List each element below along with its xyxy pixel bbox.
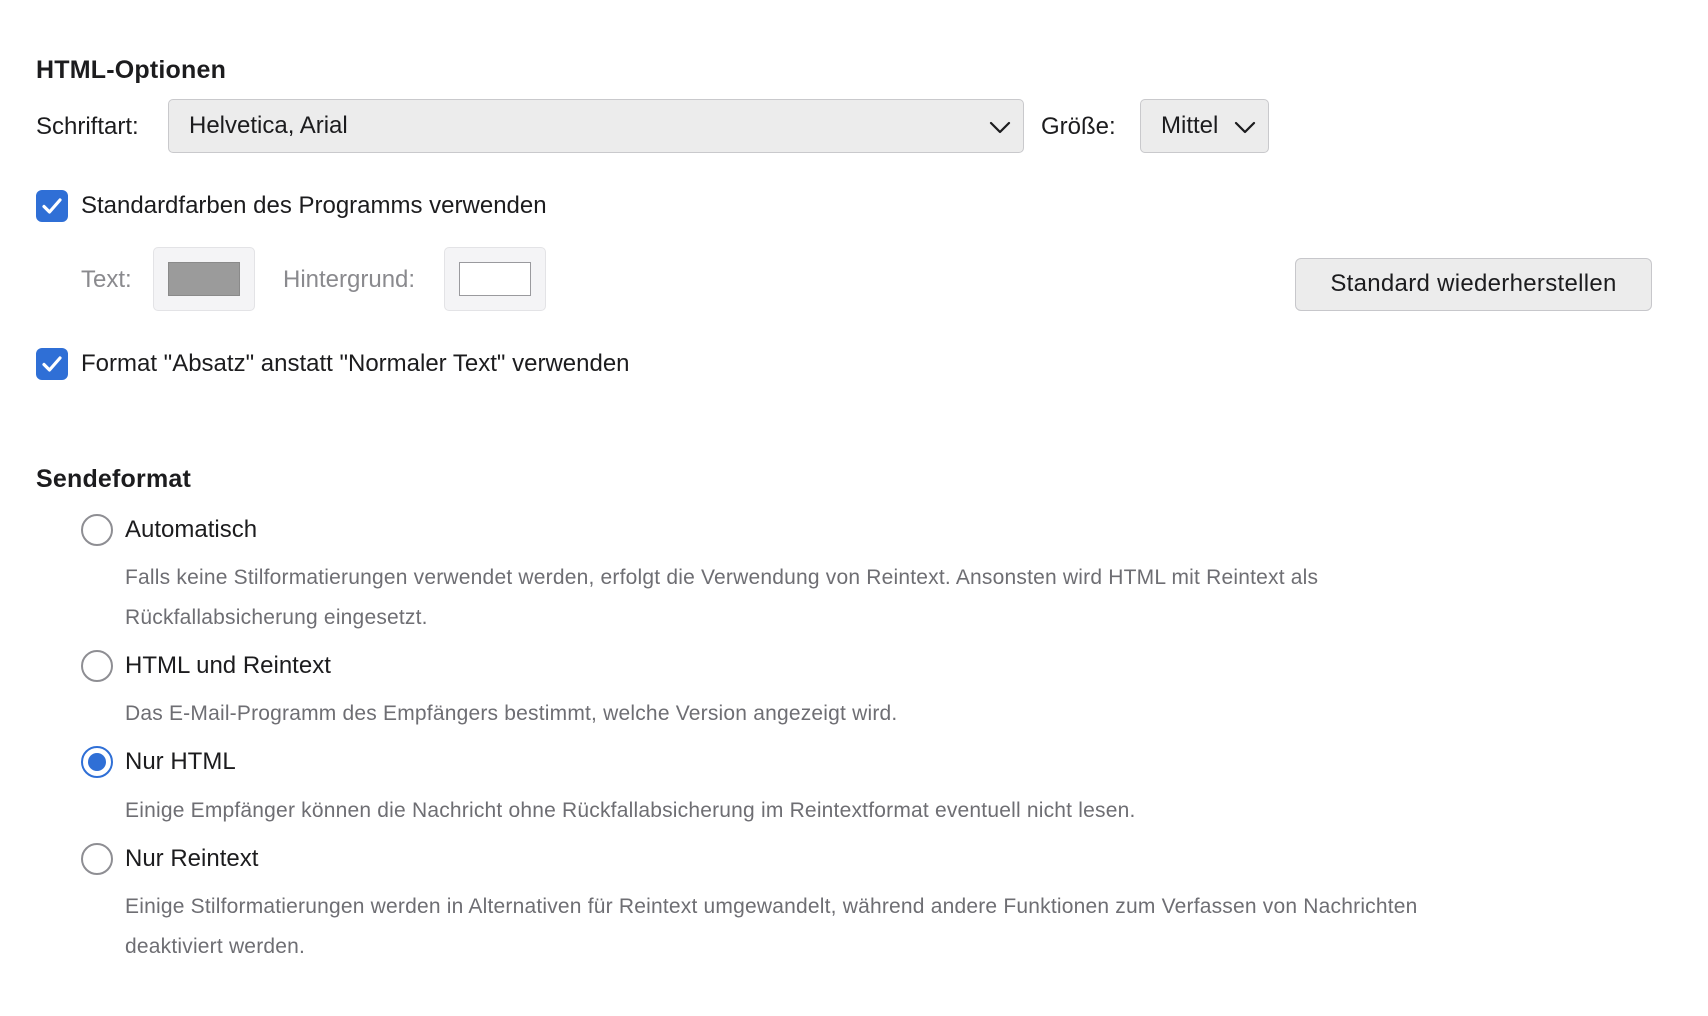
checkmark-icon <box>36 190 68 222</box>
paragraph-format-checkbox[interactable] <box>36 348 68 380</box>
radio-plaintext-only-label[interactable]: Nur Reintext <box>125 845 259 872</box>
html-options-heading: HTML-Optionen <box>36 56 227 84</box>
radio-html-only-description <box>125 791 1135 831</box>
size-select[interactable] <box>1140 99 1269 153</box>
font-select[interactable] <box>168 99 1024 153</box>
description-line: deaktiviert werden. <box>125 935 306 958</box>
chevron-down-icon <box>1234 116 1256 138</box>
radio-automatic[interactable] <box>81 514 113 546</box>
paragraph-format-label[interactable]: Format "Absatz" anstatt "Normaler Text" verwenden <box>81 350 630 377</box>
chevron-down-icon <box>989 116 1011 138</box>
radio-automatic-label[interactable]: Automatisch <box>125 516 258 543</box>
radio-html-only[interactable] <box>81 746 113 778</box>
radio-html-and-plaintext-description <box>125 694 897 734</box>
size-label: Größe: <box>1041 113 1116 140</box>
background-color-well[interactable] <box>444 247 546 311</box>
default-colors-checkbox[interactable] <box>36 190 68 222</box>
restore-defaults-button[interactable]: Standard wiederherstellen <box>1295 258 1652 311</box>
description-line: Rückfallabsicherung eingesetzt. <box>125 606 428 629</box>
checkmark-icon <box>36 348 68 380</box>
radio-html-only-label[interactable]: Nur HTML <box>125 748 236 775</box>
size-select-value: Mittel <box>1161 112 1219 139</box>
radio-plaintext-only[interactable] <box>81 843 113 875</box>
description-line: Falls keine Stilformatierungen verwendet werden, erfolgt die Verwendung von Reintext. Ansonsten wird HTML mit Reintext als <box>125 566 1319 589</box>
text-color-label: Text: <box>81 266 132 293</box>
text-color-swatch <box>168 262 240 296</box>
background-color-swatch <box>459 262 531 296</box>
description-line: Einige Stilformatierungen werden in Alternativen für Reintext umgewandelt, während andere Funktionen zum Verfassen von Nachrichten <box>125 895 1418 918</box>
radio-html-and-plaintext[interactable] <box>81 650 113 682</box>
radio-html-and-plaintext-label[interactable]: HTML und Reintext <box>125 652 331 679</box>
radio-automatic-description <box>125 558 1318 638</box>
description-line: Einige Empfänger können die Nachricht ohne Rückfallabsicherung im Reintextformat eventuell nicht lesen. <box>125 799 1136 822</box>
font-select-value: Helvetica, Arial <box>189 112 348 139</box>
radio-plaintext-only-description <box>125 887 1418 967</box>
background-color-label: Hintergrund: <box>283 266 416 293</box>
default-colors-label[interactable]: Standardfarben des Programms verwenden <box>81 192 547 219</box>
text-color-well[interactable] <box>153 247 255 311</box>
description-line: Das E-Mail-Programm des Empfängers bestimmt, welche Version angezeigt wird. <box>125 702 898 725</box>
font-label: Schriftart: <box>36 113 139 140</box>
send-format-heading: Sendeformat <box>36 465 192 493</box>
